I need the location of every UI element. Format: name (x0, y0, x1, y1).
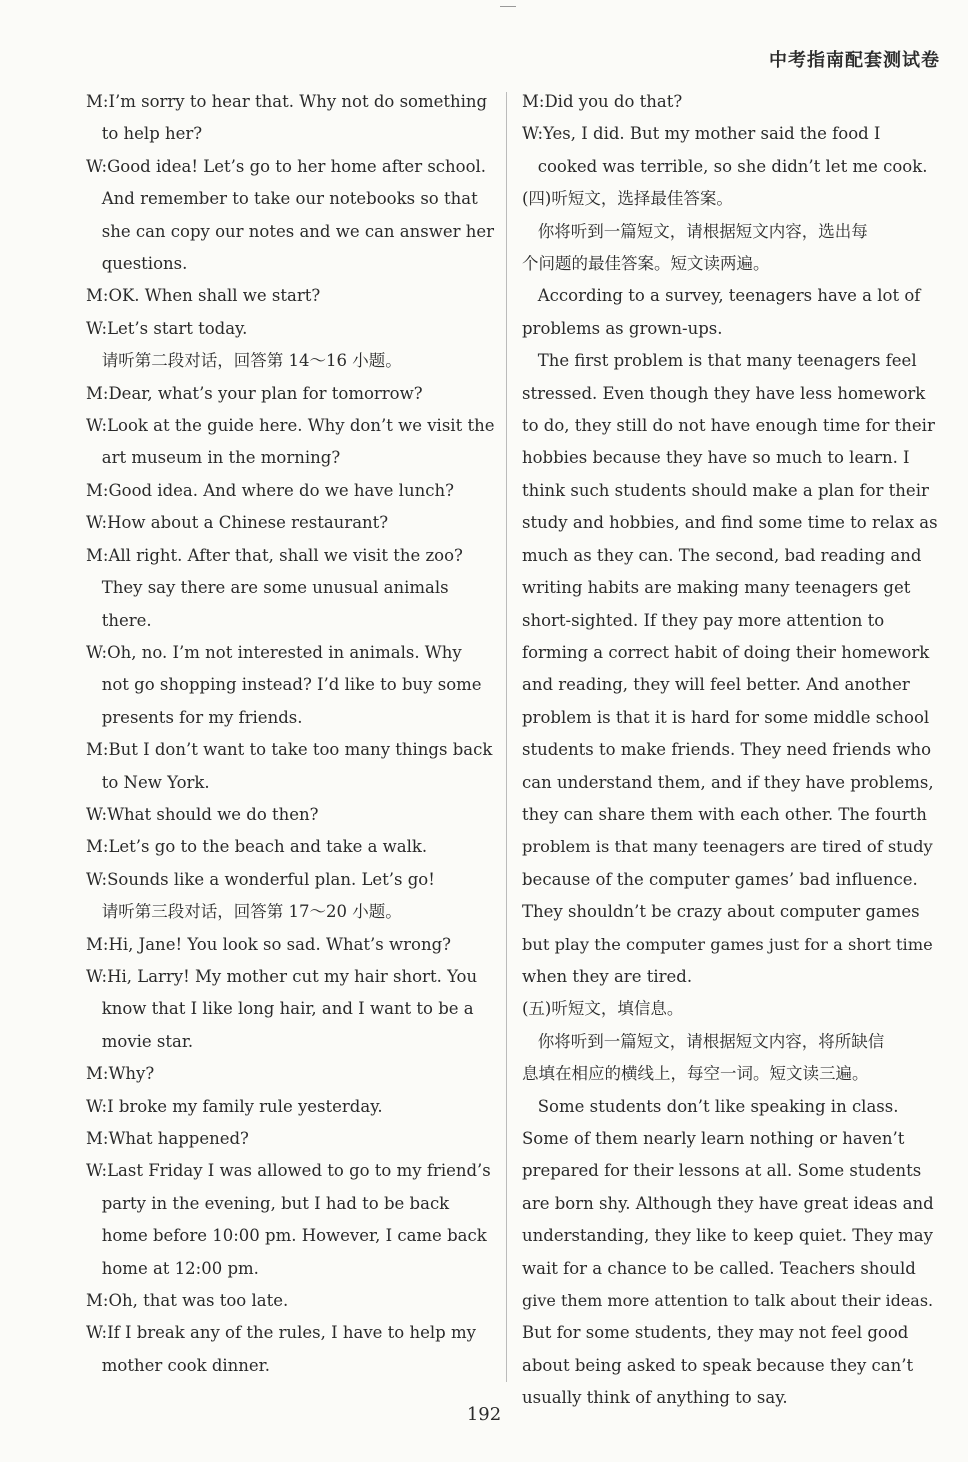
text-line: W:Look at the guide here. Why don’t we visit the (86, 416, 495, 436)
text-line: 息填在相应的横线上，每空一词。短文读三遍。 (522, 1064, 869, 1084)
text-line: They shouldn’t be crazy about computer games (522, 902, 920, 922)
text-line: 请听第二段对话，回答第 14～16 小题。 (86, 351, 402, 371)
text-line: 你将听到一篇短文，请根据短文内容，将所缺信 (522, 1031, 885, 1051)
text-line: give them more attention to talk about their ideas. (522, 1291, 934, 1311)
text-line: M:I’m sorry to hear that. Why not do something (86, 92, 488, 111)
text-line: M:Let’s go to the beach and take a walk. (86, 837, 428, 857)
text-line: party in the evening, but I had to be back (86, 1193, 450, 1213)
column-divider (506, 92, 507, 1382)
text-line: study and hobbies, and find some time to relax as (522, 513, 938, 533)
text-line: think such students should make a plan for their (522, 480, 929, 500)
text-line: They say there are some unusual animals (86, 578, 449, 598)
text-line: stressed. Even though they have less homework (522, 383, 926, 403)
text-line: movie star. (86, 1031, 194, 1051)
text-line: she can copy our notes and we can answer her (86, 221, 495, 241)
text-line: because of the computer games’ bad influence. (522, 869, 918, 889)
text-line: presents for my friends. (86, 707, 303, 727)
text-line: W:Good idea! Let’s go to her home after school. (86, 156, 487, 176)
text-line: students to make friends. They need friends who (522, 740, 932, 760)
text-line: W:Hi, Larry! My mother cut my hair short. You (86, 966, 478, 986)
page-header: 中考指南配套测试卷 (769, 50, 940, 71)
text-line: usually think of anything to say. (522, 1388, 788, 1408)
text-line: there. (86, 610, 152, 630)
text-line: M:OK. When shall we start? (86, 286, 321, 306)
text-line: to New York. (86, 772, 210, 792)
text-line: problem is that it is hard for some middle school (522, 707, 930, 727)
text-line: they can share them with each other. The fourth (522, 804, 927, 824)
text-line: W:Oh, no. I’m not interested in animals. Why (86, 642, 462, 662)
text-line: M:Oh, that was too late. (86, 1291, 289, 1311)
text-line: M:Good idea. And where do we have lunch? (86, 480, 454, 500)
text-line: W:If I break any of the rules, I have to help my (86, 1323, 476, 1343)
text-line: problems as grown-ups. (522, 318, 723, 338)
text-line: M:What happened? (86, 1129, 249, 1148)
text-line: M:Did you do that? (522, 92, 683, 111)
text-line: Some of them nearly learn nothing or haven’t (522, 1129, 905, 1148)
text-line: 你将听到一篇短文，请根据短文内容，选出每 (522, 221, 868, 241)
text-line: W:Sounds like a wonderful plan. Let’s go! (86, 869, 435, 889)
text-line: problem is that many teenagers are tired of study (522, 837, 933, 857)
text-line: and reading, they will feel better. And another (522, 675, 910, 695)
text-line: cooked was terrible, so she didn’t let me cook. (522, 156, 928, 176)
text-line: W:I broke my family rule yesterday. (86, 1096, 383, 1116)
text-line: writing habits are making many teenagers get (522, 578, 911, 598)
text-line: And remember to take our notebooks so that (86, 189, 478, 209)
text-line: Some students don’t like speaking in class. (522, 1096, 899, 1116)
text-line: W:Let’s start today. (86, 318, 248, 338)
text-line: art museum in the morning? (86, 448, 341, 468)
text-line: M:Dear, what’s your plan for tomorrow? (86, 383, 423, 403)
text-line: wait for a chance to be called. Teachers should (522, 1258, 916, 1278)
text-line: According to a survey, teenagers have a lot of (522, 286, 921, 306)
text-line: W:Last Friday I was allowed to go to my friend’s (86, 1161, 491, 1181)
left-column (86, 86, 494, 1382)
text-line: home before 10:00 pm. However, I came back (86, 1226, 487, 1246)
text-line: to do, they still do not have enough time for their (522, 416, 935, 436)
page-number: 192 (466, 1404, 502, 1425)
right-column (522, 86, 938, 1415)
text-line: hobbies because they have so much to learn. I (522, 448, 910, 468)
text-line: but play the computer games just for a short time (522, 934, 933, 954)
text-line: M:Why? (86, 1064, 155, 1084)
text-line: mother cook dinner. (86, 1355, 270, 1375)
text-line: The first problem is that many teenagers feel (522, 351, 917, 371)
text-line: (四)听短文，选择最佳答案。 (522, 189, 733, 209)
text-line: M:Hi, Jane! You look so sad. What’s wrong? (86, 934, 451, 954)
text-line: understanding, they like to keep quiet. They may (522, 1226, 933, 1246)
text-line: prepared for their lessons at all. Some students (522, 1161, 922, 1181)
text-line: know that I like long hair, and I want to be a (86, 999, 474, 1019)
text-line: much as they can. The second, bad reading and (522, 545, 922, 565)
text-line: M:All right. After that, shall we visit the zoo? (86, 545, 463, 565)
text-line: when they are tired. (522, 966, 693, 986)
text-line: But for some students, they may not feel good (522, 1323, 909, 1343)
text-line: (五)听短文，填信息。 (522, 999, 684, 1019)
text-line: W:Yes, I did. But my mother said the food I (522, 124, 881, 144)
text-line: about being asked to speak because they can’t (522, 1355, 914, 1375)
top-mark (500, 6, 516, 7)
text-line: W:What should we do then? (86, 804, 319, 824)
text-line: W:How about a Chinese restaurant? (86, 513, 389, 533)
text-line: M:But I don’t want to take too many things back (86, 740, 493, 760)
text-line: 个问题的最佳答案。短文读两遍。 (522, 254, 770, 274)
text-line: questions. (86, 254, 188, 274)
text-line: are born shy. Although they have great ideas and (522, 1193, 934, 1213)
text-line: can understand them, and if they have problems, (522, 772, 934, 792)
text-line: not go shopping instead? I’d like to buy some (86, 675, 482, 695)
text-line: to help her? (86, 124, 203, 144)
text-line: short-sighted. If they pay more attention to (522, 610, 885, 630)
text-line: home at 12:00 pm. (86, 1258, 259, 1278)
text-line: 请听第三段对话，回答第 17～20 小题。 (86, 902, 402, 922)
text-line: forming a correct habit of doing their homework (522, 642, 930, 662)
